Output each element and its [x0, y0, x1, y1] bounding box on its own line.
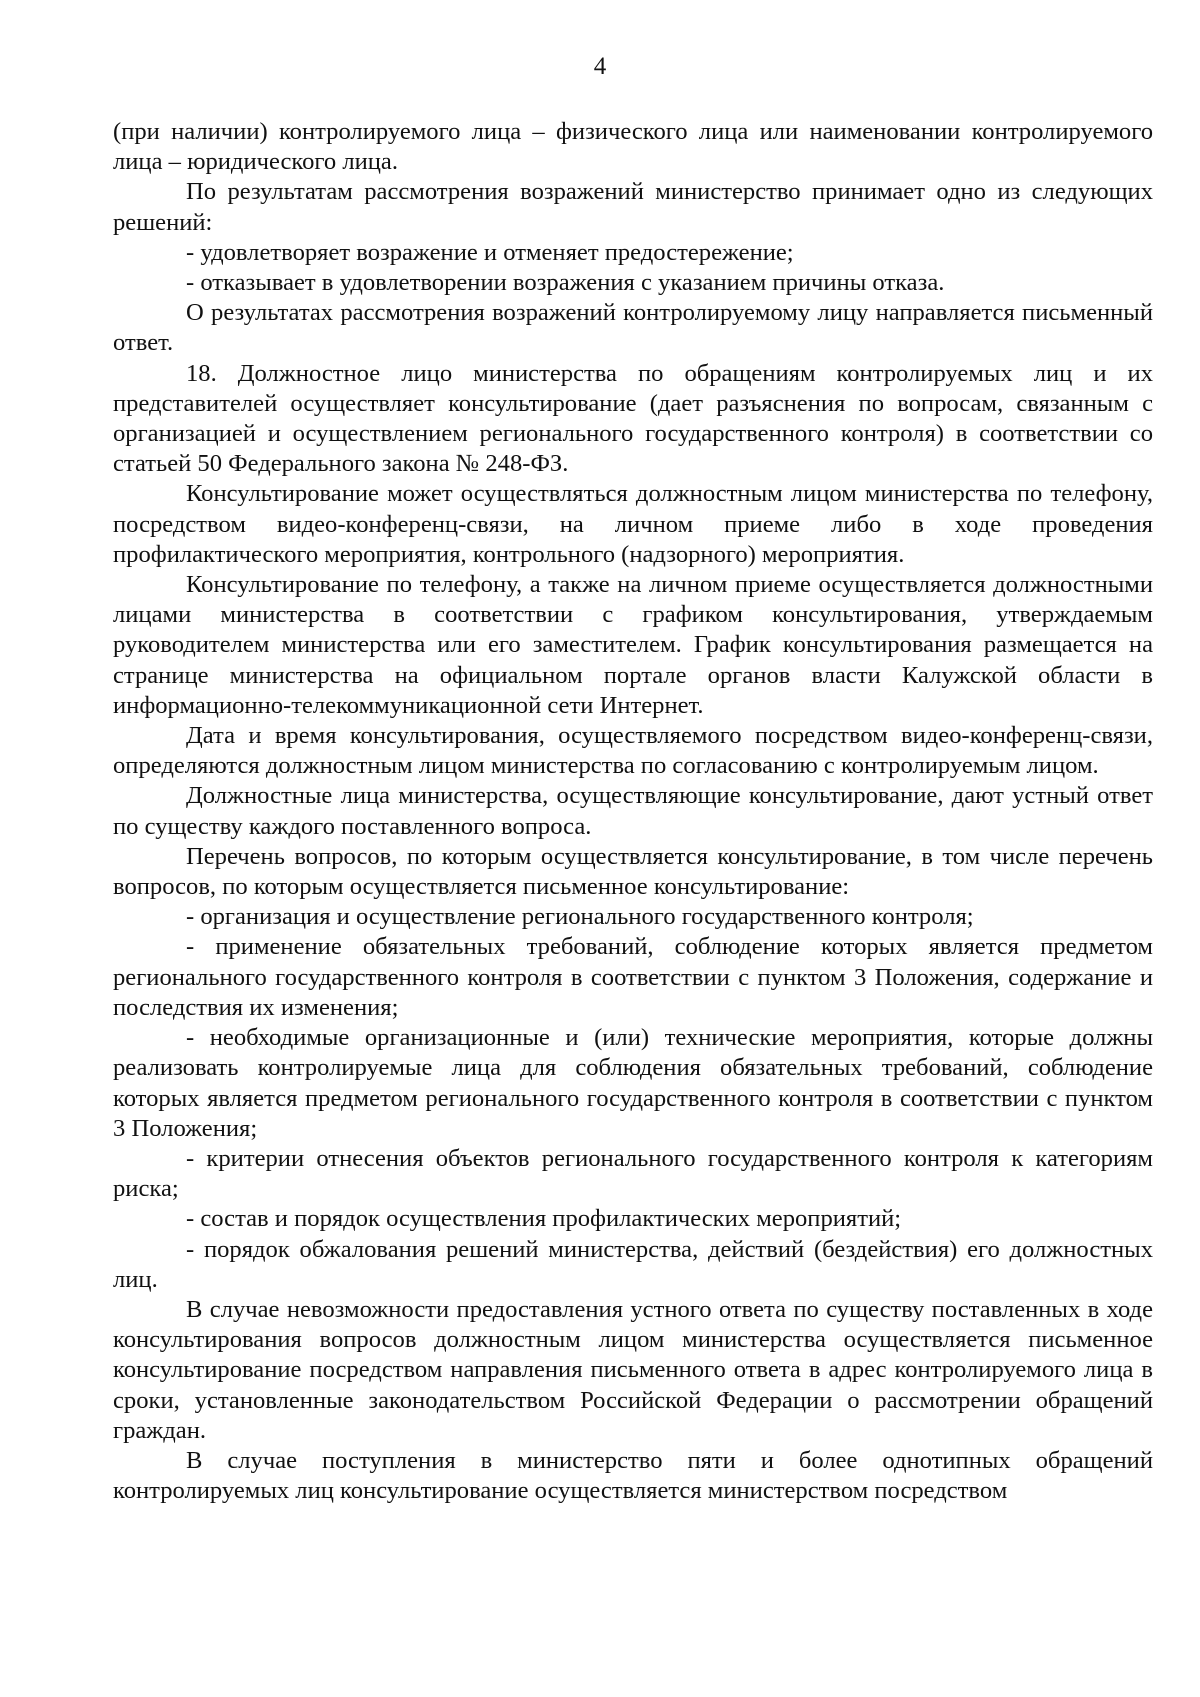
- list-item-decision-refuse: - отказывает в удовлетворении возражения с указанием причины отказа.: [186, 269, 945, 297]
- list-item-decision-satisfy: - удовлетворяет возражение и отменяет предостережение;: [186, 238, 794, 266]
- document-body: [113, 117, 1153, 1506]
- list-item-question: - состав и порядок осуществления профилактических мероприятий;: [186, 1205, 902, 1233]
- list-item-question: - критерии отнесения объектов регионального государственного контроля к категориям риска;: [113, 1144, 1153, 1203]
- paragraph-clause-18: 18. Должностное лицо министерства по обращениям контролируемых лиц и их представителей осуществляет консультирование (дает разъяснения по вопросам, связанным с организацией и осуществлением регионального государственного контроля) в соответствии со статьей 50 Федерального закона № 248-ФЗ.: [113, 359, 1153, 478]
- paragraph-multiple-requests: В случае поступления в министерство пяти и более однотипных обращений контролируемых лиц консультирование осуществляется министерством посредством: [113, 1446, 1153, 1505]
- paragraph-written-consultation: В случае невозможности предоставления устного ответа по существу поставленных в ходе консультирования вопросов должностным лицом министерства осуществляется письменное консультирование посредством направления письменного ответа в адрес контролируемого лица в сроки, установленные законодательством Российской Федерации о рассмотрении обращений граждан.: [113, 1295, 1153, 1444]
- paragraph-objection-results: По результатам рассмотрения возражений министерство принимает одно из следующих решений:: [113, 178, 1153, 236]
- paragraph-consultation-schedule: Консультирование по телефону, а также на личном приеме осуществляется должностными лицами министерства в соответствии с графиком консультирования, утверждаемым руководителем министерства или его заместителем. График консультирования размещается на странице министерства на официальном портале органов власти Калужской области в информационно-телекоммуникационной сети Интернет.: [113, 571, 1153, 719]
- paragraph-question-list-intro: Перечень вопросов, по которым осуществляется консультирование, в том числе перечень вопросов, по которым осуществляется письменное консультирование:: [113, 842, 1153, 901]
- list-item-question: - необходимые организационные и (или) технические мероприятия, которые должны реализовать контролируемые лица для соблюдения обязательных требований, соблюдение которых является предметом регионального государственного контроля в соответствии с пунктом 3 Положения;: [113, 1024, 1153, 1142]
- list-item-question: - организация и осуществление регионального государственного контроля;: [186, 903, 974, 931]
- paragraph-oral-answer: Должностные лица министерства, осуществляющие консультирование, дают устный ответ по существу каждого поставленного вопроса.: [113, 782, 1153, 840]
- page-number: 4: [593, 53, 607, 80]
- list-item-question: - применение обязательных требований, соблюдение которых является предметом регионального государственного контроля в соответствии с пунктом 3 Положения, содержание и последствия их изменения;: [113, 933, 1153, 1021]
- list-item-question: - порядок обжалования решений министерства, действий (бездействия) его должностных лиц.: [113, 1235, 1153, 1293]
- paragraph-continuation: (при наличии) контролируемого лица – физического лица или наименовании контролируемого лица – юридического лица.: [113, 118, 1153, 176]
- paragraph-written-response: О результатах рассмотрения возражений контролируемому лицу направляется письменный ответ.: [113, 299, 1153, 357]
- paragraph-video-consultation: Дата и время консультирования, осуществляемого посредством видео-конференц-связи, определяются должностным лицом министерства по согласованию с контролируемым лицом.: [113, 722, 1153, 780]
- paragraph-consultation-methods: Консультирование может осуществляться должностным лицом министерства по телефону, посредством видео-конференц-связи, на личном приеме либо в ходе проведения профилактического мероприятия, контрольного (надзорного) мероприятия.: [113, 480, 1153, 568]
